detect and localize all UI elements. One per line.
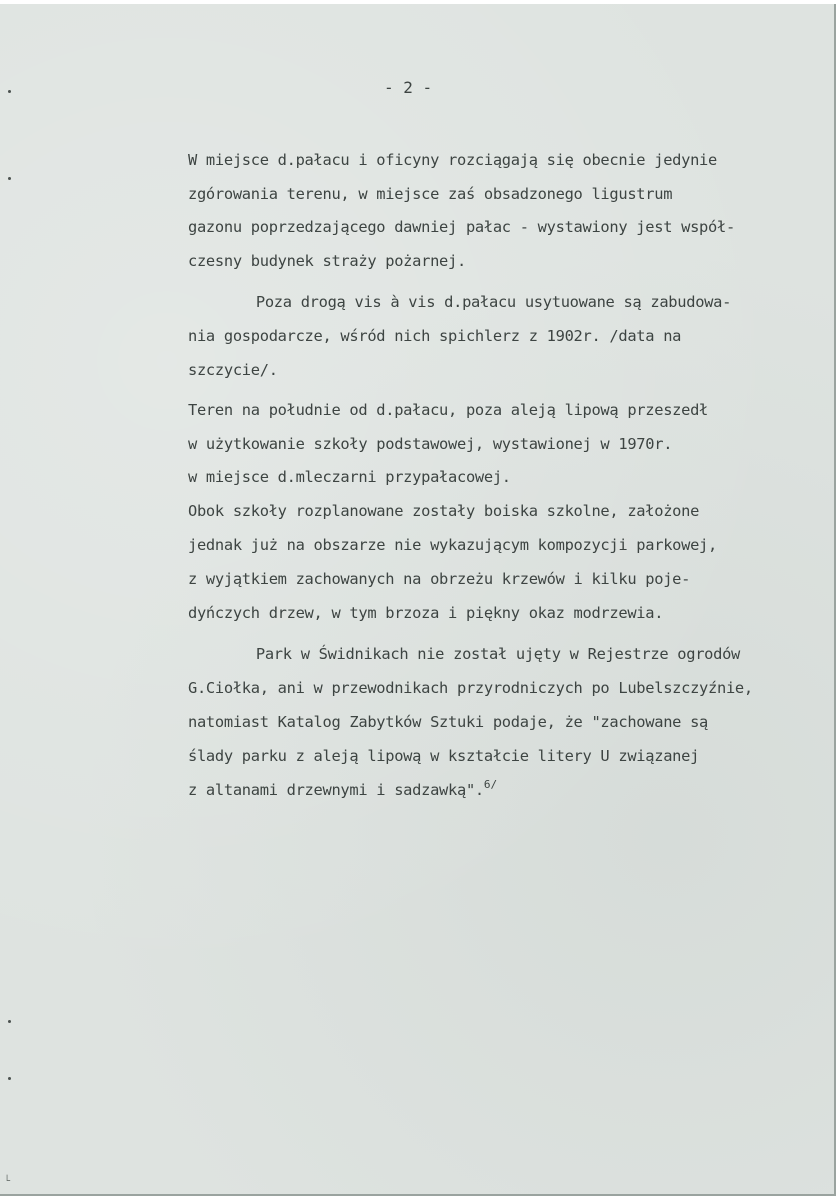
text-line-3: gazonu poprzedzającego dawniej pałac - wystawiony jest współ- bbox=[188, 218, 735, 236]
text-line-10: w miejsce d.mleczarni przypałacowej. bbox=[188, 468, 511, 486]
text-line-19 bbox=[188, 778, 498, 801]
corner-crop-mark: └ bbox=[4, 1176, 11, 1187]
binding-hole-mark bbox=[8, 1020, 11, 1023]
text-line-13: z wyjątkiem zachowanych na obrzeżu krzewów i kilku poje- bbox=[188, 570, 691, 588]
text-line-14: dyńczych drzew, w tym brzoza i piękny okaz modrzewia. bbox=[188, 604, 664, 622]
text-line-16: G.Ciołka, ani w przewodnikach przyrodniczych po Lubelszczyźnie, bbox=[188, 679, 753, 697]
text-line-5: Poza drogą vis à vis d.pałacu usytuowane są zabudowa- bbox=[220, 293, 732, 311]
text-line-15: Park w Świdnikach nie został ujęty w Rejestrze ogrodów bbox=[220, 645, 741, 663]
text-line-8: Teren na południe od d.pałacu, poza aleją lipową przeszedł bbox=[188, 401, 709, 419]
text-line-11: Obok szkoły rozplanowane zostały boiska szkolne, założone bbox=[188, 502, 700, 520]
binding-hole-mark bbox=[8, 90, 11, 93]
footnote-reference: 6/ bbox=[483, 778, 498, 791]
text-line-9: w użytkowanie szkoły podstawowej, wystawionej w 1970r. bbox=[188, 435, 673, 453]
text-line-1: W miejsce d.pałacu i oficyny rozciągają się obecnie jedynie bbox=[188, 151, 717, 169]
text-line-4: czesny budynek straży pożarnej. bbox=[188, 252, 466, 270]
binding-hole-mark bbox=[8, 177, 11, 180]
binding-hole-mark bbox=[8, 1077, 11, 1080]
text-line-12: jednak już na obszarze nie wykazującym kompozycji parkowej, bbox=[188, 536, 717, 554]
page-number: - 2 - bbox=[384, 78, 433, 97]
text-line-2: zgórowania terenu, w miejsce zaś obsadzonego ligustrum bbox=[188, 185, 673, 203]
text-line-17: natomiast Katalog Zabytków Sztuki podaje, że "zachowane są bbox=[188, 713, 709, 731]
text-line-18: ślady parku z aleją lipową w kształcie litery U związanej bbox=[188, 747, 700, 765]
text-line-6: nia gospodarcze, wśród nich spichlerz z 1902r. /data na bbox=[188, 327, 682, 345]
document-page bbox=[0, 4, 836, 1196]
text-line-19-body: z altanami drzewnymi i sadzawką". bbox=[188, 781, 484, 799]
text-line-7: szczycie/. bbox=[188, 361, 278, 379]
